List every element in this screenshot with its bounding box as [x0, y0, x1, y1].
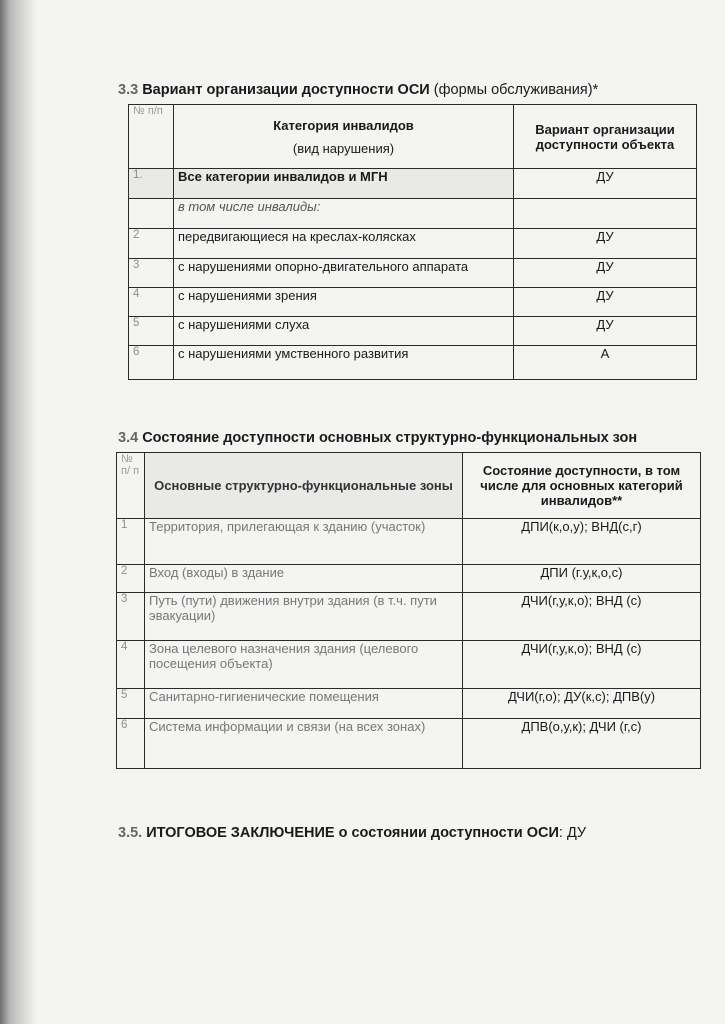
section-3-3-title-rest: (формы обслуживания)* [429, 82, 599, 98]
row-value [514, 199, 697, 229]
row-category: Все категории инвалидов и МГН [174, 169, 514, 199]
row-category: с нарушениями слуха [174, 317, 514, 346]
section-3-5-value: ДУ [566, 825, 587, 841]
row-value: ДУ [514, 317, 697, 346]
header-variant: Вариант организации доступности объекта [514, 105, 697, 169]
row-zone: Санитарно-гигиенические помещения [145, 689, 463, 719]
table-header-row [129, 105, 697, 169]
table-row [129, 169, 697, 199]
row-value: ДУ [514, 169, 697, 199]
header-category [174, 105, 514, 169]
row-category: передвигающиеся на креслах-колясках [174, 229, 514, 259]
row-num: 6 [117, 719, 145, 769]
table-row [117, 565, 701, 593]
header-state: Состояние доступности, в том числе для основных категорий инвалидов** [463, 453, 701, 519]
row-zone: Система информации и связи (на всех зонах) [145, 719, 463, 769]
section-3-3-number: 3.3 [118, 82, 139, 98]
table-row [129, 229, 697, 259]
row-num: 3 [129, 259, 174, 288]
row-state: ДПИ(к,о,у); ВНД(с,г) [463, 519, 701, 565]
header-category-label: Категория инвалидов [273, 117, 414, 133]
section-3-5-number: 3.5. [118, 825, 143, 841]
row-num [129, 199, 174, 229]
row-num: 5 [117, 689, 145, 719]
header-category-sub: (вид нарушения) [292, 140, 395, 156]
row-zone: Зона целевого назначения здания (целевого посещения объекта) [145, 641, 463, 689]
row-num: 3 [117, 593, 145, 641]
table-row [129, 199, 697, 229]
row-state: ДЧИ(г,о); ДУ(к,с); ДПВ(у) [463, 689, 701, 719]
row-num: 1 [117, 519, 145, 565]
row-category: с нарушениями умственного развития [174, 346, 514, 380]
table-row [129, 317, 697, 346]
section-3-3-heading [118, 82, 598, 98]
row-zone: Вход (входы) в здание [145, 565, 463, 593]
header-num: № п/п [129, 105, 174, 169]
section-3-4-title: Состояние доступности основных структурно-функциональных зон [142, 430, 638, 446]
table-row [117, 593, 701, 641]
section-3-5-title: ИТОГОВОЕ ЗАКЛЮЧЕНИЕ о состоянии доступности ОСИ [146, 825, 559, 841]
row-state: ДПИ (г.у,к,о,с) [463, 565, 701, 593]
section-3-5-colon: : [558, 825, 567, 841]
row-num: 4 [129, 288, 174, 317]
section-3-4-heading [118, 430, 637, 446]
row-zone: Территория, прилегающая к зданию (участок) [145, 519, 463, 565]
row-state: ДЧИ(г,у,к,о); ВНД (с) [463, 641, 701, 689]
row-value: ДУ [514, 259, 697, 288]
table-header-row [117, 453, 701, 519]
table-row [117, 719, 701, 769]
header-num: № п/ п [117, 453, 145, 519]
zones-accessibility-table [116, 452, 701, 769]
row-num: 5 [129, 317, 174, 346]
row-value: А [514, 346, 697, 380]
header-zones: Основные структурно-функциональные зоны [145, 453, 463, 519]
table-row [117, 519, 701, 565]
row-category: с нарушениями опорно-двигательного аппарата [174, 259, 514, 288]
table-row [129, 346, 697, 380]
table-row [117, 689, 701, 719]
table-row [129, 288, 697, 317]
row-num: 6 [129, 346, 174, 380]
section-3-4-number: 3.4 [118, 430, 139, 446]
row-num: 2 [117, 565, 145, 593]
row-state: ДЧИ(г,у,к,о); ВНД (с) [463, 593, 701, 641]
accessibility-variant-table [128, 104, 697, 380]
row-value: ДУ [514, 229, 697, 259]
scan-page-edge [0, 0, 38, 1024]
section-3-3-title: Вариант организации доступности ОСИ [142, 82, 430, 98]
table-row [117, 641, 701, 689]
row-value: ДУ [514, 288, 697, 317]
row-category: с нарушениями зрения [174, 288, 514, 317]
row-category: в том числе инвалиды: [174, 199, 514, 229]
table-row [129, 259, 697, 288]
section-3-5-conclusion [118, 825, 586, 841]
row-state: ДПВ(о,у,к); ДЧИ (г,с) [463, 719, 701, 769]
row-zone: Путь (пути) движения внутри здания (в т.ч. пути эвакуации) [145, 593, 463, 641]
row-num: 2 [129, 229, 174, 259]
row-num: 1. [129, 169, 174, 199]
row-num: 4 [117, 641, 145, 689]
